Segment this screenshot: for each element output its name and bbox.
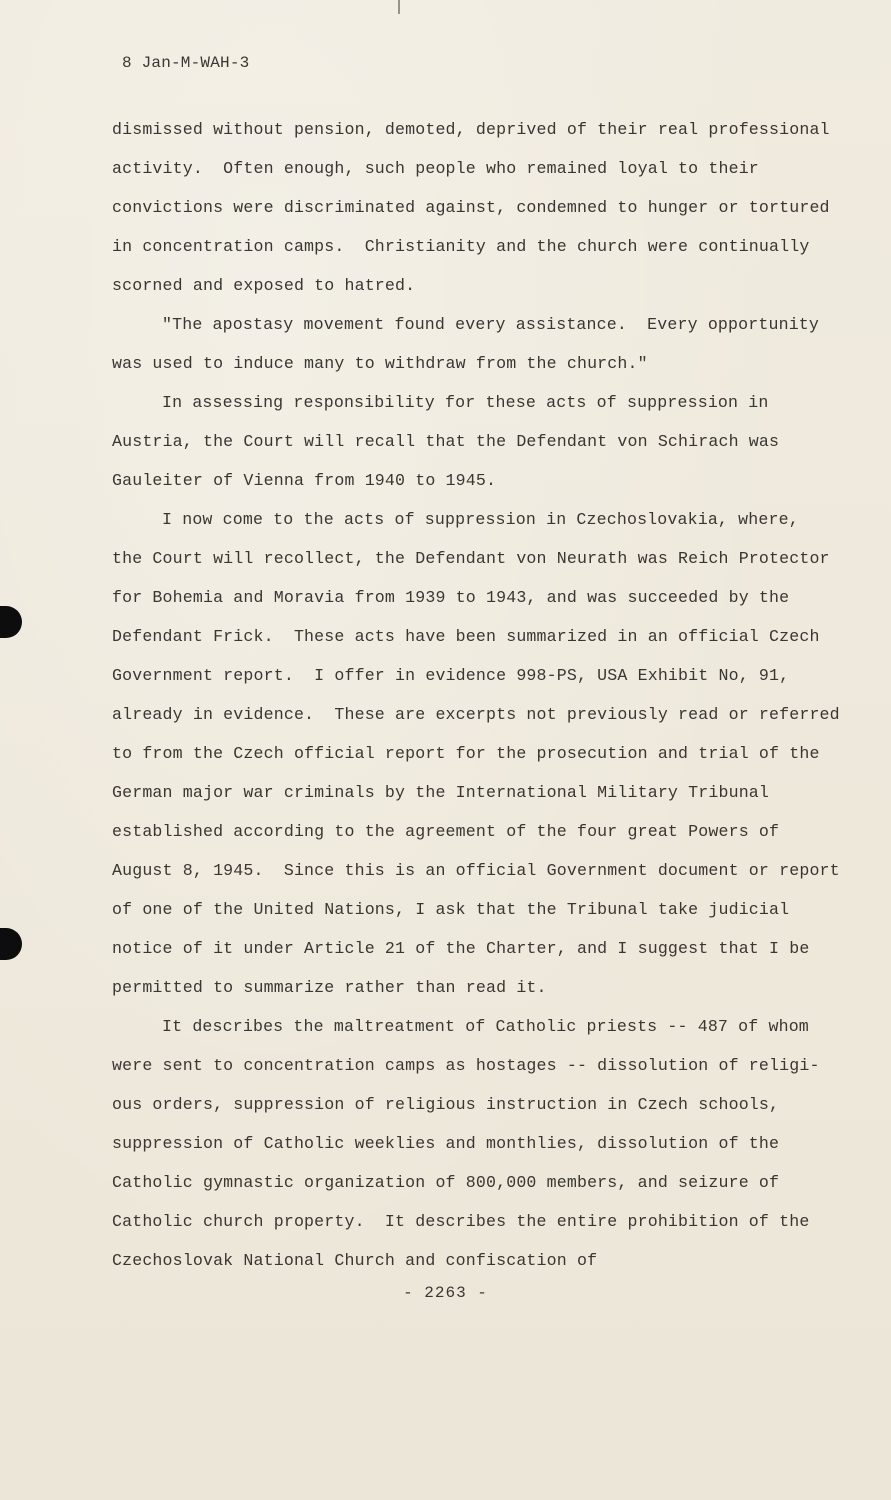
text-line: Government report. I offer in evidence 998-PS, USA Exhibit No, 91, bbox=[112, 666, 790, 685]
punch-hole bbox=[0, 928, 22, 960]
page-code-header: 8 Jan-M-WAH-3 bbox=[122, 54, 250, 72]
text-line: In assessing responsibility for these acts of suppression in bbox=[162, 393, 769, 412]
paragraph bbox=[112, 1007, 832, 1280]
text-line: Czechoslovak National Church and confiscation of bbox=[112, 1251, 598, 1270]
text-line: permitted to summarize rather than read it. bbox=[112, 978, 547, 997]
paragraph bbox=[112, 110, 832, 305]
text-line: Austria, the Court will recall that the Defendant von Schirach was bbox=[112, 432, 780, 451]
text-line: convictions were discriminated against, condemned to hunger or tortured bbox=[112, 198, 830, 217]
ink-mark bbox=[398, 0, 400, 14]
text-line: ous orders, suppression of religious instruction in Czech schools, bbox=[112, 1095, 780, 1114]
text-line: to from the Czech official report for the prosecution and trial of the bbox=[112, 744, 820, 763]
text-line: already in evidence. These are excerpts not previously read or referred bbox=[112, 705, 840, 724]
page-number: - 2263 - bbox=[403, 1284, 488, 1302]
text-line: scorned and exposed to hatred. bbox=[112, 276, 416, 295]
text-line: Defendant Frick. These acts have been summarized in an official Czech bbox=[112, 627, 820, 646]
text-line: Catholic church property. It describes the entire prohibition of the bbox=[112, 1212, 810, 1231]
document-body bbox=[112, 110, 840, 1280]
paragraph bbox=[112, 500, 840, 1007]
text-line: "The apostasy movement found every assistance. Every opportunity bbox=[162, 315, 820, 334]
text-line: August 8, 1945. Since this is an official Government document or report bbox=[112, 861, 840, 880]
text-line: Catholic gymnastic organization of 800,000 members, and seizure of bbox=[112, 1173, 780, 1192]
punch-hole bbox=[0, 606, 22, 638]
text-line: It describes the maltreatment of Catholic priests -- 487 of whom bbox=[162, 1017, 809, 1036]
paragraph bbox=[112, 305, 832, 383]
text-line: was used to induce many to withdraw from the church." bbox=[112, 354, 648, 373]
text-line: for Bohemia and Moravia from 1939 to 1943, and was succeeded by the bbox=[112, 588, 790, 607]
text-line: German major war criminals by the International Military Tribunal bbox=[112, 783, 770, 802]
text-line: established according to the agreement of the four great Powers of bbox=[112, 822, 780, 841]
text-line: were sent to concentration camps as hostages -- dissolution of religi- bbox=[112, 1056, 820, 1075]
text-line: notice of it under Article 21 of the Charter, and I suggest that I be bbox=[112, 939, 810, 958]
paragraph bbox=[112, 383, 832, 500]
text-line: the Court will recollect, the Defendant von Neurath was Reich Protector bbox=[112, 549, 830, 568]
text-line: Gauleiter of Vienna from 1940 to 1945. bbox=[112, 471, 497, 490]
text-line: I now come to the acts of suppression in Czechoslovakia, where, bbox=[162, 510, 799, 529]
text-line: activity. Often enough, such people who remained loyal to their bbox=[112, 159, 759, 178]
text-line: suppression of Catholic weeklies and monthlies, dissolution of the bbox=[112, 1134, 780, 1153]
text-line: of one of the United Nations, I ask that the Tribunal take judicial bbox=[112, 900, 790, 919]
text-line: dismissed without pension, demoted, deprived of their real professional bbox=[112, 120, 830, 139]
text-line: in concentration camps. Christianity and the church were continually bbox=[112, 237, 810, 256]
